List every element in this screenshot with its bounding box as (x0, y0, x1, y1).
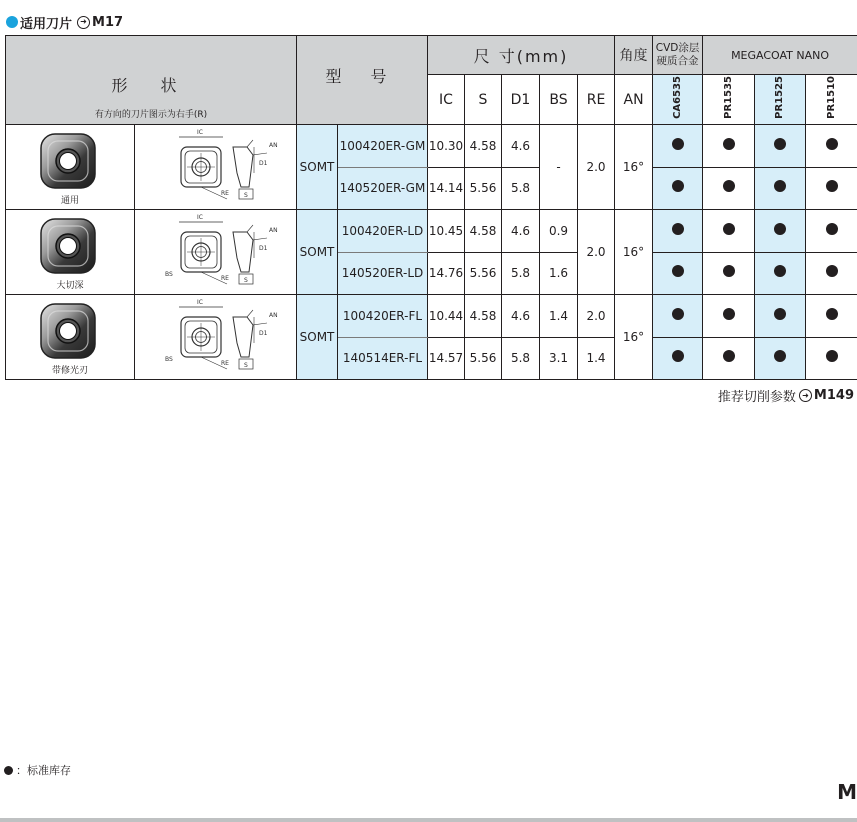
stock-dot-icon (4, 766, 13, 775)
model-number: 140520ER-GM (338, 167, 428, 210)
s-value: 4.58 (465, 295, 502, 338)
d1-value: 4.6 (502, 210, 540, 253)
stock-dot-icon (774, 180, 786, 192)
stock-dot-icon (672, 350, 684, 362)
diagram-label-d1: D1 (258, 245, 267, 252)
grade-pr1535 (703, 75, 755, 125)
stock-dot-icon (672, 223, 684, 235)
grade-pr1510 (806, 75, 857, 125)
stock-mark (653, 125, 703, 168)
page-marker: M (837, 780, 857, 804)
d1-value: 4.6 (502, 125, 540, 168)
bs-value: - (540, 125, 578, 210)
col-ic: IC (428, 75, 465, 125)
cvd-header (653, 36, 703, 75)
shape-header-note: 有方向的刀片图示为右手(R) (94, 110, 208, 120)
diagram-label-ic: IC (196, 129, 203, 136)
stock-mark (806, 295, 857, 338)
stock-dot-icon (826, 180, 838, 192)
stock-dot-icon (723, 180, 735, 192)
diagram-label-an: AN (268, 227, 278, 234)
legend (4, 762, 71, 778)
cutting-params-ref[interactable]: M149 (813, 388, 854, 403)
shape-header (6, 36, 297, 125)
col-s: S (465, 75, 502, 125)
insert-photo-image (38, 131, 98, 191)
stock-mark (755, 125, 806, 168)
diagram-label-re: RE (220, 190, 229, 197)
stock-mark (653, 295, 703, 338)
stock-dot-icon (723, 223, 735, 235)
diagram-label-ic: IC (196, 214, 203, 221)
series-code: SOMT (297, 125, 338, 210)
arrow-right-icon: ➜ (77, 16, 90, 29)
insert-photo-cell (6, 125, 135, 210)
insert-diagram-image (141, 210, 291, 290)
diagram-label-an: AN (268, 312, 278, 319)
stock-mark (703, 337, 755, 380)
stock-dot-icon (672, 180, 684, 192)
series-code: SOMT (297, 295, 338, 380)
stock-dot-icon (723, 138, 735, 150)
diagram-label-s: S (243, 277, 248, 284)
stock-dot-icon (774, 308, 786, 320)
stock-mark (755, 252, 806, 295)
cutting-params-link[interactable] (718, 386, 854, 405)
dims-header: 尺 寸(mm) (428, 36, 615, 75)
insert-caption: 带修光刃 (51, 366, 88, 376)
an-value: 16° (615, 125, 653, 210)
model-number: 140520ER-LD (338, 252, 428, 295)
stock-mark (703, 167, 755, 210)
model-number: 100420ER-FL (338, 295, 428, 338)
model-number: 100420ER-LD (338, 210, 428, 253)
insert-photo-cell (6, 210, 135, 295)
diagram-label-bs: BS (164, 356, 173, 363)
re-value: 2.0 (578, 125, 615, 210)
d1-value: 5.8 (502, 167, 540, 210)
stock-mark (703, 210, 755, 253)
stock-mark (806, 337, 857, 380)
stock-mark (703, 295, 755, 338)
s-value: 4.58 (465, 210, 502, 253)
bs-value: 1.4 (540, 295, 578, 338)
table-row (6, 125, 857, 168)
grade-pr1525 (755, 75, 806, 125)
ic-value: 10.45 (428, 210, 465, 253)
section-title-ref[interactable]: M17 (92, 14, 124, 30)
legend-text: ：标准库存 (16, 764, 71, 777)
megacoat-header: MEGACOAT NANO (703, 36, 857, 75)
stock-mark (653, 167, 703, 210)
diagram-label-s: S (243, 362, 248, 369)
section-title-text: 适用刀片 (20, 16, 73, 32)
stock-dot-icon (826, 265, 838, 277)
insert-photo-cell (6, 295, 135, 380)
stock-dot-icon (723, 265, 735, 277)
stock-mark (755, 295, 806, 338)
stock-dot-icon (672, 265, 684, 277)
stock-mark (653, 252, 703, 295)
bs-value: 3.1 (540, 337, 578, 380)
insert-diagram-cell (135, 295, 297, 380)
s-value: 5.56 (465, 167, 502, 210)
arrow-right-icon: ➜ (799, 389, 812, 402)
stock-dot-icon (826, 308, 838, 320)
stock-mark (755, 167, 806, 210)
bullet-icon (6, 16, 18, 28)
stock-dot-icon (723, 350, 735, 362)
stock-mark (755, 210, 806, 253)
diagram-label-an: AN (268, 142, 278, 149)
bottom-divider (0, 818, 857, 822)
series-code: SOMT (297, 210, 338, 295)
stock-dot-icon (672, 138, 684, 150)
cutting-params-text: 推荐切削参数 (717, 390, 796, 405)
insert-photo-image (38, 216, 98, 276)
col-re: RE (578, 75, 615, 125)
ic-value: 14.76 (428, 252, 465, 295)
insert-diagram-image (141, 295, 291, 375)
model-header: 型 号 (297, 36, 428, 125)
stock-dot-icon (826, 350, 838, 362)
section-title (6, 13, 123, 31)
stock-dot-icon (826, 223, 838, 235)
angle-header: 角度 (615, 36, 653, 75)
ic-value: 14.14 (428, 167, 465, 210)
stock-mark (806, 252, 857, 295)
stock-mark (806, 210, 857, 253)
model-number: 100420ER-GM (338, 125, 428, 168)
grade-label: CA6535 (671, 76, 683, 119)
insert-diagram-image (141, 125, 291, 205)
shape-header-title: 形 状 (111, 76, 191, 95)
grade-label: PR1525 (774, 76, 786, 119)
stock-dot-icon (774, 265, 786, 277)
stock-mark (703, 252, 755, 295)
insert-table (5, 35, 857, 380)
re-value: 1.4 (578, 337, 615, 380)
bs-value: 0.9 (540, 210, 578, 253)
stock-dot-icon (774, 138, 786, 150)
stock-mark (755, 337, 806, 380)
col-bs: BS (540, 75, 578, 125)
d1-value: 5.8 (502, 252, 540, 295)
diagram-label-bs: BS (164, 271, 173, 278)
bs-value: 1.6 (540, 252, 578, 295)
ic-value: 10.30 (428, 125, 465, 168)
d1-value: 4.6 (502, 295, 540, 338)
diagram-label-ic: IC (196, 299, 203, 306)
d1-value: 5.8 (502, 337, 540, 380)
grade-ca6535 (653, 75, 703, 125)
stock-dot-icon (672, 308, 684, 320)
insert-caption: 通用 (60, 196, 79, 206)
insert-photo-image (38, 301, 98, 361)
stock-mark (653, 210, 703, 253)
re-value: 2.0 (578, 210, 615, 295)
model-number: 140514ER-FL (338, 337, 428, 380)
diagram-label-d1: D1 (258, 160, 267, 167)
table-row (6, 210, 857, 253)
stock-dot-icon (723, 308, 735, 320)
diagram-label-re: RE (220, 360, 229, 367)
diagram-label-s: S (243, 192, 248, 199)
re-value: 2.0 (578, 295, 615, 338)
insert-diagram-cell (135, 125, 297, 210)
ic-value: 10.44 (428, 295, 465, 338)
diagram-label-re: RE (220, 275, 229, 282)
col-d1: D1 (502, 75, 540, 125)
s-value: 5.56 (465, 337, 502, 380)
stock-dot-icon (774, 223, 786, 235)
cvd-header-line1: CVD涂层 (655, 42, 700, 54)
grade-label: PR1510 (825, 76, 837, 119)
s-value: 5.56 (465, 252, 502, 295)
s-value: 4.58 (465, 125, 502, 168)
an-value: 16° (615, 210, 653, 295)
diagram-label-d1: D1 (258, 330, 267, 337)
stock-mark (703, 125, 755, 168)
stock-mark (653, 337, 703, 380)
stock-mark (806, 125, 857, 168)
stock-dot-icon (826, 138, 838, 150)
stock-mark (806, 167, 857, 210)
grade-label: PR1535 (722, 76, 734, 119)
stock-dot-icon (774, 350, 786, 362)
col-an: AN (615, 75, 653, 125)
an-value: 16° (615, 295, 653, 380)
table-row (6, 295, 857, 338)
ic-value: 14.57 (428, 337, 465, 380)
cvd-header-line2: 硬质合金 (656, 55, 699, 67)
insert-diagram-cell (135, 210, 297, 295)
insert-caption: 大切深 (56, 281, 84, 291)
